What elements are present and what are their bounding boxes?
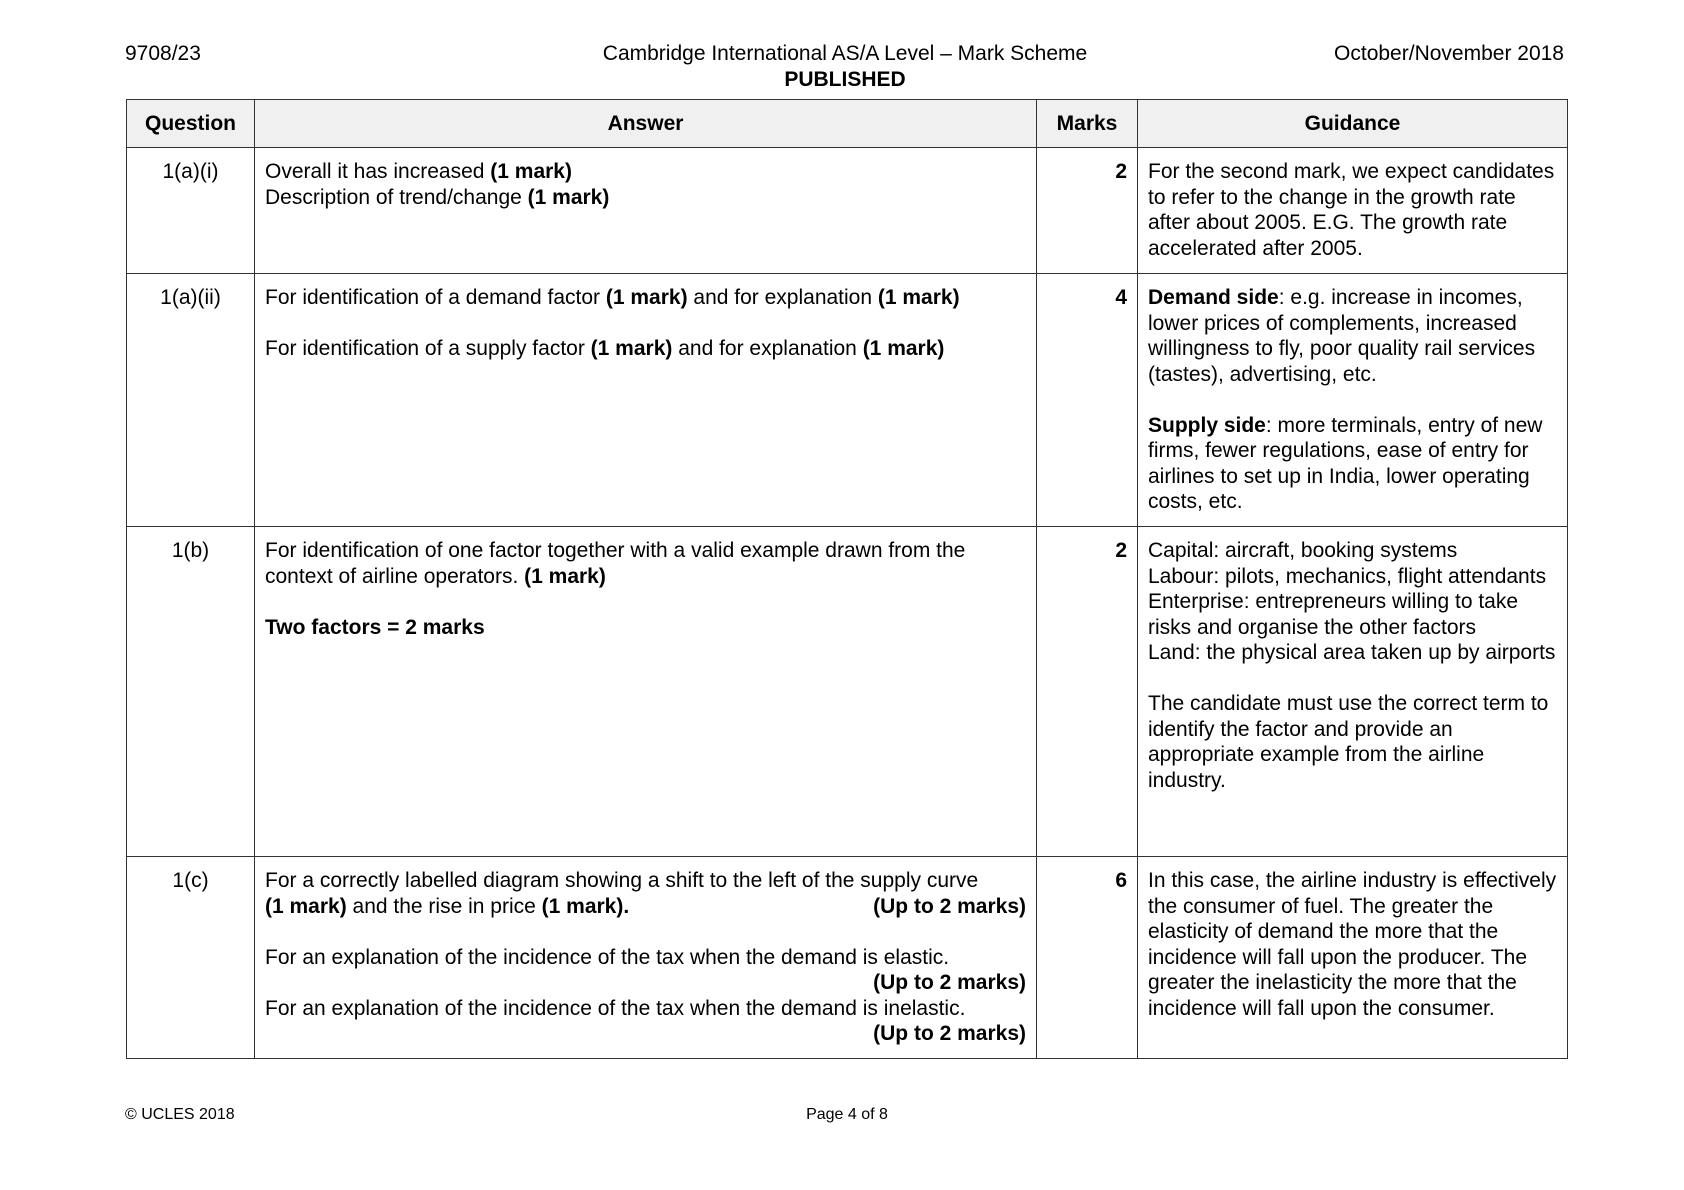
table-row xyxy=(127,148,1568,274)
answer-line xyxy=(265,894,1026,920)
guidance-text: Capital: aircraft, booking systems xyxy=(1148,539,1458,562)
answer-cell xyxy=(255,857,1037,1059)
page-number: Page 4 of 8 xyxy=(806,1106,888,1123)
answer-text: For identification of one factor together with a valid example drawn from the context of airline operators. xyxy=(265,539,966,588)
guidance-body: : more terminals, entry of new firms, fewer regulations, ease of entry for airlines to set up in India, lower operating costs, etc. xyxy=(1148,413,1543,513)
copyright-notice: © UCLES 2018 xyxy=(125,1106,235,1123)
published-label: PUBLISHED xyxy=(784,68,906,91)
question-cell: 1(a)(ii) xyxy=(127,274,255,527)
question-cell: 1(b) xyxy=(127,527,255,857)
mark-allocation: (1 mark) xyxy=(590,337,673,360)
mark-allocation: (1 mark) xyxy=(605,286,688,309)
answer-text: For identification of a supply factor xyxy=(265,337,591,360)
exam-session: October/November 2018 xyxy=(1334,42,1564,65)
answer-line xyxy=(265,538,1026,589)
answer-text: For identification of a demand factor xyxy=(265,286,606,309)
table-row xyxy=(127,857,1568,1059)
answer-line: For an explanation of the incidence of the tax when the demand is elastic. xyxy=(265,945,950,969)
guidance-text: Labour: pilots, mechanics, flight attendants xyxy=(1148,564,1547,588)
answer-text: Description of trend/change xyxy=(265,185,528,209)
answer-cell xyxy=(255,274,1037,527)
guidance-cell xyxy=(1138,274,1568,527)
guidance-body: : e.g. increase in incomes, lower prices of complements, increased willingness to fly, poor quality rail services (tastes), advertising, etc. xyxy=(1148,286,1536,386)
guidance-heading: Demand side xyxy=(1148,286,1279,309)
mark-allocation: (1 mark) xyxy=(877,286,960,309)
mark-range: (Up to 2 marks) xyxy=(873,971,1026,994)
column-header-answer: Answer xyxy=(255,100,1037,148)
guidance-cell xyxy=(1138,857,1568,1059)
answer-text: and for explanation xyxy=(672,337,863,360)
answer-text: and the rise in price xyxy=(346,894,542,918)
guidance-cell xyxy=(1138,148,1568,274)
guidance-cell xyxy=(1138,527,1568,857)
guidance-text xyxy=(1148,413,1557,515)
answer-line: For a correctly labelled diagram showing a shift to the left of the supply curve xyxy=(265,869,979,892)
marks-cell: 6 xyxy=(1037,857,1138,1059)
question-cell: 1(a)(i) xyxy=(127,148,255,274)
spacer xyxy=(1148,387,1557,413)
column-header-question: Question xyxy=(127,100,255,148)
mark-allocation: (1 mark) xyxy=(265,894,347,918)
spacer xyxy=(1148,666,1557,692)
mark-scheme-table xyxy=(126,99,1568,1059)
answer-line xyxy=(265,336,1026,362)
column-header-guidance: Guidance xyxy=(1138,100,1568,148)
table-row xyxy=(127,527,1568,857)
answer-line xyxy=(265,185,1026,211)
guidance-text: For the second mark, we expect candidates to refer to the change in the growth rate after about 2005. E.G. The growth rate accelerated after 2005. xyxy=(1148,160,1555,260)
spacer xyxy=(265,311,1026,337)
spacer xyxy=(265,589,1026,615)
mark-range: (Up to 2 marks) xyxy=(873,894,1026,918)
question-cell: 1(c) xyxy=(127,857,255,1059)
mark-allocation: (1 mark) xyxy=(490,160,572,183)
guidance-text xyxy=(1148,285,1557,387)
mark-allocation: (1 mark). xyxy=(541,894,630,918)
answer-cell xyxy=(255,148,1037,274)
guidance-text: The candidate must use the correct term to identify the factor and provide an appropriate example from the airline industry. xyxy=(1148,692,1549,792)
answer-cell xyxy=(255,527,1037,857)
mark-allocation: (1 mark) xyxy=(524,564,606,588)
table-header-row xyxy=(127,100,1568,148)
guidance-heading: Supply side xyxy=(1148,413,1266,437)
answer-line xyxy=(265,159,1026,185)
answer-line xyxy=(265,285,1026,311)
total-marks-note: Two factors = 2 marks xyxy=(265,615,485,639)
marks-cell: 4 xyxy=(1037,274,1138,527)
table-row xyxy=(127,274,1568,527)
mark-allocation: (1 mark) xyxy=(527,185,610,209)
column-header-marks: Marks xyxy=(1037,100,1138,148)
paper-code: 9708/23 xyxy=(125,42,201,65)
document-title: Cambridge International AS/A Level – Mark Scheme xyxy=(602,42,1088,65)
guidance-text: Land: the physical area taken up by airports xyxy=(1148,641,1556,664)
mark-allocation: (1 mark) xyxy=(862,337,945,360)
spacer xyxy=(265,919,1026,945)
mark-range: (Up to 2 marks) xyxy=(873,1022,1026,1045)
guidance-text: Enterprise: entrepreneurs willing to take risks and organise the other factors xyxy=(1148,590,1519,639)
answer-text xyxy=(265,894,629,920)
guidance-text: In this case, the airline industry is effectively the consumer of fuel. The greater the elasticity of demand the more that the incidence will fall upon the producer. The greater the inelasticity the more that the incidence will fall upon the consumer. xyxy=(1148,869,1557,1020)
answer-line: For an explanation of the incidence of the tax when the demand is inelastic. xyxy=(265,996,966,1020)
answer-text: Overall it has increased xyxy=(265,160,491,183)
marks-cell: 2 xyxy=(1037,527,1138,857)
marks-cell: 2 xyxy=(1037,148,1138,274)
answer-text: and for explanation xyxy=(687,286,878,309)
